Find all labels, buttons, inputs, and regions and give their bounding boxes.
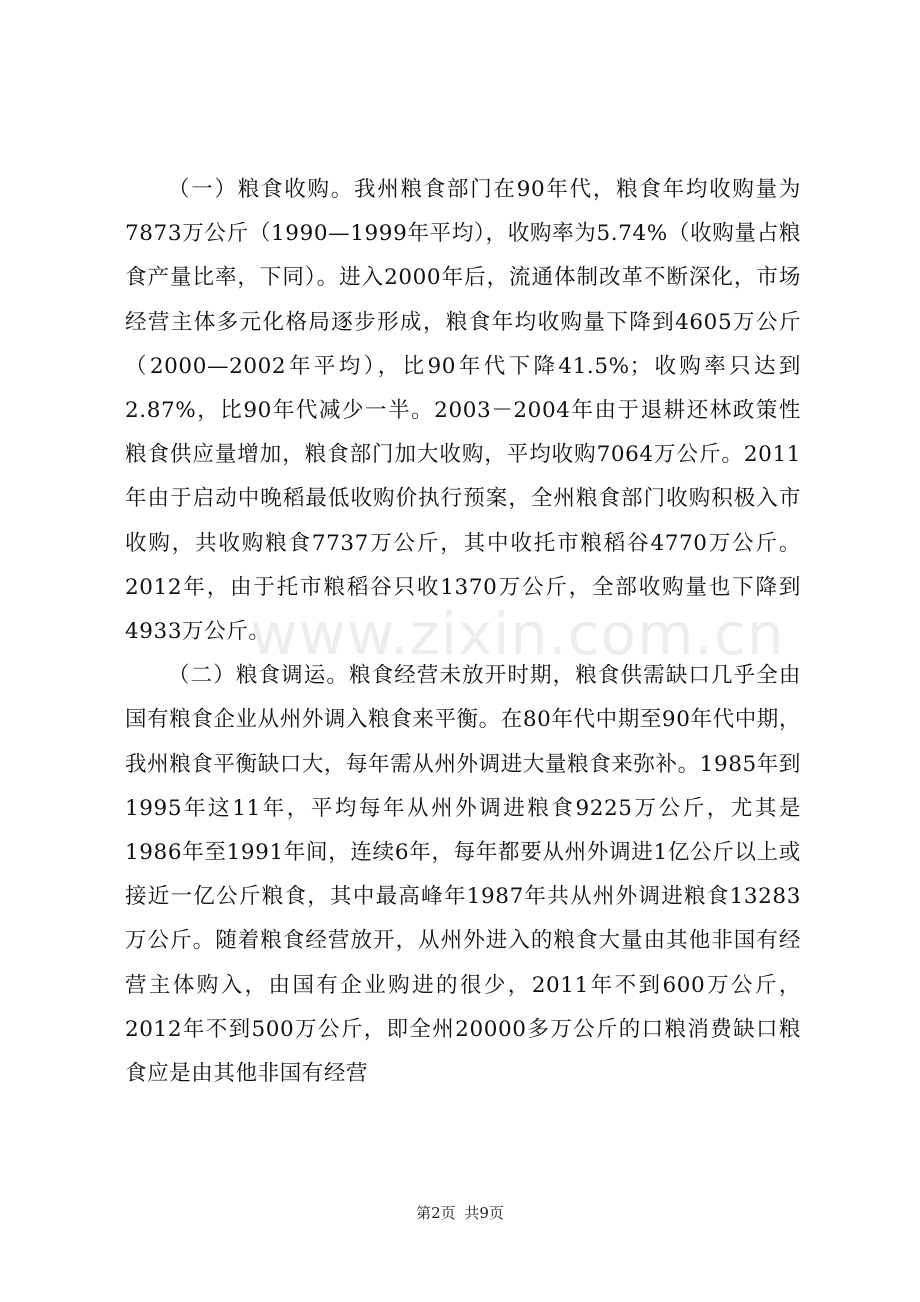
page-number: 第2页 [416,1204,456,1222]
watermark: www.zixin.com.cn [250,600,785,668]
page-footer [0,1202,920,1223]
document-body [125,168,801,1096]
paragraph-grain-transport: （二）粮食调运。粮食经营未放开时期，粮食供需缺口几乎全由国有粮食企业从州外调入粮食来平衡。在80年代中期至90年代中期，我州粮食平衡缺口大，每年需从州外调进大量粮食来弥补。1985年到1995年这11年，平均每年从州外调进粮食9225万公斤，尤其是1986年至1991年间，连续6年，每年都要从州外调进1亿公斤以上或接近一亿公斤粮食，其中最高峰年1987年共从州外调进粮食13283万公斤。随着粮食经营放开，从州外进入的粮食大量由其他非国有经营主体购入，由国有企业购进的很少，2011年不到600万公斤，2012年不到500万公斤，即全州20000多万公斤的口粮消费缺口粮食应是由其他非国有经营 [125,663,801,1087]
page-total: 共9页 [464,1204,504,1222]
paragraph-grain-purchase: （一）粮食收购。我州粮食部门在90年代，粮食年均收购量为7873万公斤（1990—1999年平均），收购率为5.74%（收购量占粮食产量比率，下同）。进入2000年后，流通体制改革不断深化，市场经营主体多元化格局逐步形成，粮食年均收购量下降到4605万公斤（2000—2002年平均），比90年代下降41.5%；收购率只达到2.87%，比90年代减少一半。2003－2004年由于退耕还林政策性粮食供应量增加，粮食部门加大收购，平均收购7064万公斤。2011年由于启动中晚稻最低收购价执行预案，全州粮食部门收购积极入市收购，共收购粮食7737万公斤，其中收托市粮稻谷4770万公斤。2012年，由于托市粮稻谷只收1370万公斤，全部收购量也下降到4933万公斤。 [125,177,801,645]
